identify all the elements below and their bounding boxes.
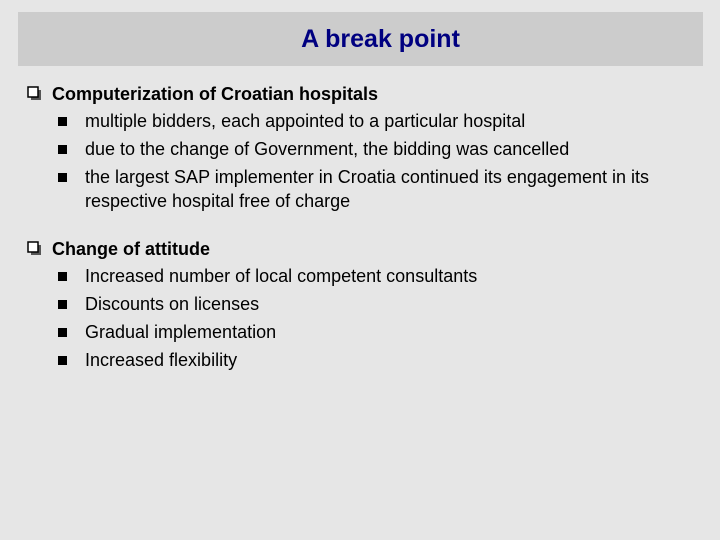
section-change-of-attitude — [27, 237, 697, 372]
section-heading-text: Computerization of Croatian hospitals — [52, 84, 379, 104]
section-heading — [27, 82, 697, 106]
list-item — [58, 320, 697, 344]
section-heading — [27, 237, 697, 261]
slide-content — [27, 82, 697, 396]
list-item-text: multiple bidders, each appointed to a particular hospital — [85, 111, 526, 131]
square-bullet-icon — [58, 328, 67, 337]
list-item — [58, 165, 697, 213]
hollow-square-bullet-icon — [27, 86, 42, 101]
list-item — [58, 292, 697, 316]
section-heading-text: Change of attitude — [52, 239, 210, 259]
list-item-text: Discounts on licenses — [85, 294, 260, 314]
hollow-square-bullet-icon — [27, 241, 42, 256]
square-bullet-icon — [58, 356, 67, 365]
list-item — [58, 109, 697, 133]
list-item-text: Increased number of local competent consultants — [85, 266, 478, 286]
square-bullet-icon — [58, 117, 67, 126]
section-computerization — [27, 82, 697, 213]
list-item-text: Increased flexibility — [85, 350, 238, 370]
slide-title: A break point — [301, 24, 460, 53]
square-bullet-icon — [58, 272, 67, 281]
title-bar — [18, 12, 703, 66]
square-bullet-icon — [58, 173, 67, 182]
list-item-text: the largest SAP implementer in Croatia continued its engagement in its respective hospital free of charge — [85, 167, 649, 211]
list-item-text: due to the change of Government, the bidding was cancelled — [85, 139, 570, 159]
list-item — [58, 264, 697, 288]
list-item-text: Gradual implementation — [85, 322, 277, 342]
list-item — [58, 137, 697, 161]
square-bullet-icon — [58, 145, 67, 154]
square-bullet-icon — [58, 300, 67, 309]
list-item — [58, 348, 697, 372]
